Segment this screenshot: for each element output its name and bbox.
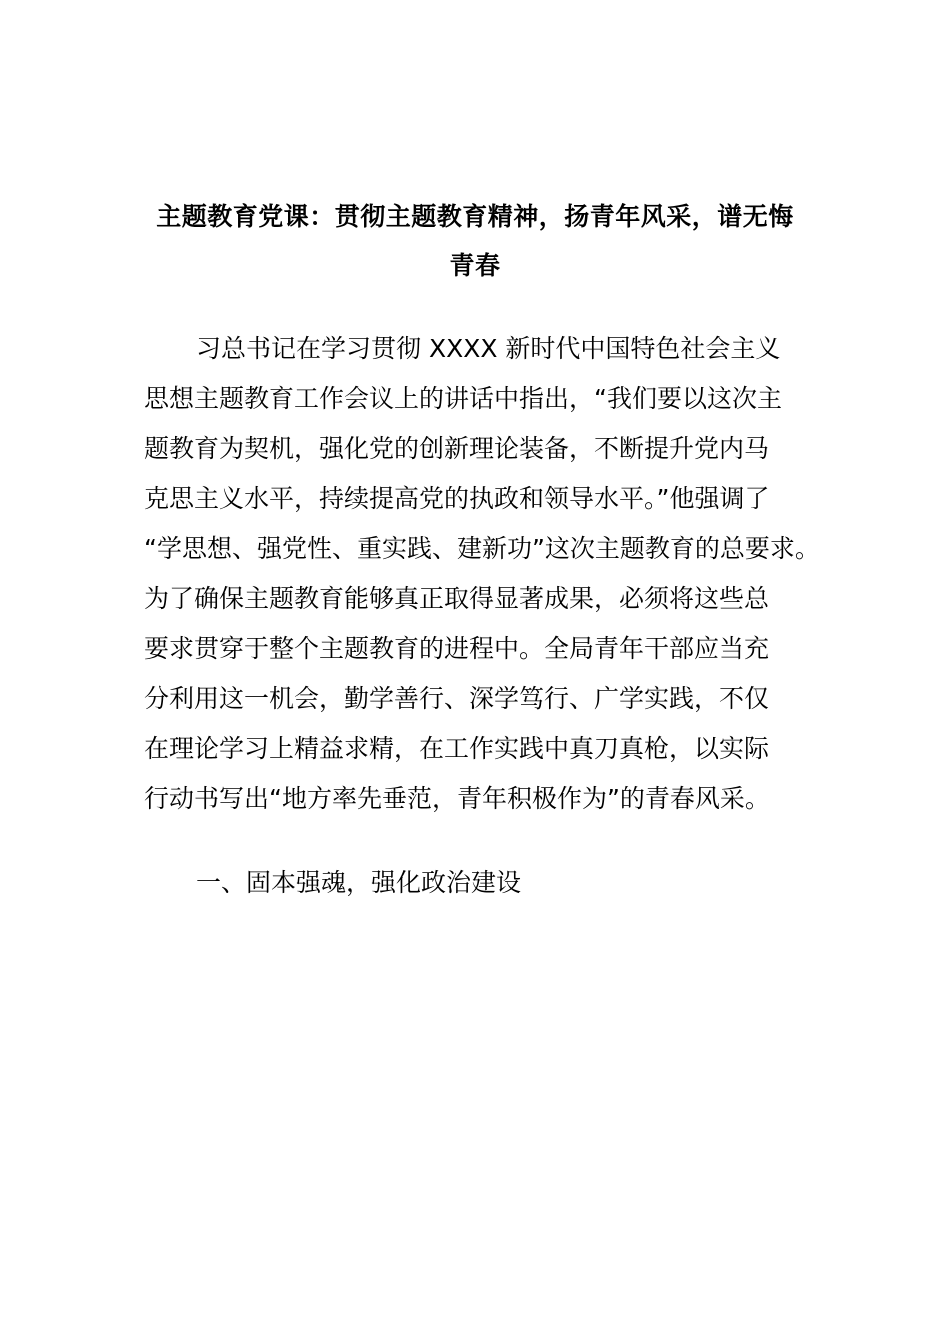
paragraph-line: 分利用这一机会，勤学善行、深学笃行、广学实践，不仅 <box>144 684 770 713</box>
title-line-1: 主题教育党课：贯彻主题教育精神，扬青年风采，谱无悔 <box>156 202 794 231</box>
paragraph-line: 题教育为契机，强化党的创新理论装备，不断提升党内马 <box>144 434 770 463</box>
paragraph-line: 行动书写出“地方率先垂范，青年积极作为”的青春风采。 <box>144 784 770 813</box>
title-line-2: 青春 <box>449 251 501 280</box>
document-title <box>140 192 810 290</box>
section-heading: 一、固本强魂，强化政治建设 <box>196 868 522 897</box>
paragraph-line: 在理论学习上精益求精，在工作实践中真刀真枪，以实际 <box>144 734 770 763</box>
paragraph-line: 习总书记在学习贯彻 XXXX 新时代中国特色社会主义 <box>196 334 781 363</box>
paragraph-line: 思想主题教育工作会议上的讲话中指出，“我们要以这次主 <box>144 384 782 413</box>
paragraph-line: 克思主义水平，持续提高党的执政和领导水平。”他强调了 <box>144 484 770 513</box>
body-paragraph <box>144 324 824 824</box>
paragraph-line: 要求贯穿于整个主题教育的进程中。全局青年干部应当充 <box>144 634 770 663</box>
paragraph-line: 为了确保主题教育能够真正取得显著成果，必须将这些总 <box>144 584 770 613</box>
paragraph-line: “学思想、强党性、重实践、建新功”这次主题教育的总要求。 <box>144 534 820 563</box>
